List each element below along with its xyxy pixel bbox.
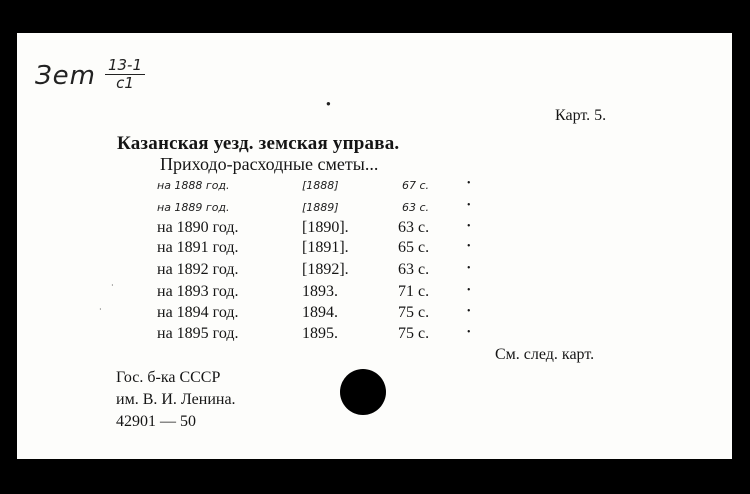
library-stamp-text: [116, 367, 236, 433]
entry-year: на 1888 год.: [157, 179, 230, 192]
pencil-mark: •: [467, 178, 471, 189]
entry-bracket-year: [1888]: [302, 179, 339, 192]
entry-year: на 1892 год.: [157, 261, 239, 278]
library-line-3: 42901 — 50: [116, 413, 196, 430]
library-line-1: Гос. б-ка СССР: [116, 369, 221, 386]
card-subtitle: Приходо-расходные сметы...: [160, 154, 379, 174]
entry-pages: 71 с.: [398, 283, 430, 300]
speck: ·: [99, 305, 102, 314]
entry-bracket-year: [1891].: [302, 239, 349, 256]
entry-pages: 63 с.: [398, 219, 430, 236]
entry-bracket-year: 1895.: [302, 325, 338, 342]
entry-pages: 75 с.: [398, 325, 430, 342]
entry-pages: 63 с.: [402, 201, 430, 214]
library-line-2: им. В. И. Ленина.: [116, 391, 236, 408]
speck: ●: [326, 99, 331, 108]
pencil-mark: •: [467, 221, 471, 232]
shelf-mark: Зem: [35, 61, 96, 91]
entry-year: на 1893 год.: [157, 283, 239, 300]
entry-year: на 1895 год.: [157, 325, 239, 342]
entry-year: на 1890 год.: [157, 219, 239, 236]
pencil-mark: •: [467, 285, 471, 296]
pencil-mark: •: [467, 241, 471, 252]
pencil-mark: •: [467, 327, 471, 338]
entry-year: на 1894 год.: [157, 304, 239, 321]
entry-year: на 1889 год.: [157, 201, 230, 214]
entry-bracket-year: [1892].: [302, 261, 349, 278]
see-next-card: См. след. карт.: [495, 346, 595, 363]
pencil-mark: •: [467, 200, 471, 211]
entry-bracket-year: 1894.: [302, 304, 338, 321]
entry-pages: 63 с.: [398, 261, 430, 278]
card-title: Казанская уезд. земская управа.: [117, 133, 400, 154]
pencil-mark: •: [467, 263, 471, 274]
card-number: Карт. 5.: [555, 107, 607, 124]
entry-bracket-year: 1893.: [302, 283, 338, 300]
shelf-mark-denominator: c1: [116, 74, 134, 92]
shelf-mark-numerator: 13-1: [105, 57, 145, 75]
entry-pages: 75 с.: [398, 304, 430, 321]
catalog-card: [17, 33, 732, 459]
speck: ·: [111, 281, 114, 290]
entry-bracket-year: [1890].: [302, 219, 349, 236]
entry-bracket-year: [1889]: [302, 201, 339, 214]
pencil-mark: •: [467, 306, 471, 317]
punch-hole: [340, 369, 386, 415]
entry-year: на 1891 год.: [157, 239, 239, 256]
entry-pages: 67 с.: [402, 179, 430, 192]
shelf-mark-fraction: [105, 57, 145, 92]
entry-pages: 65 с.: [398, 239, 430, 256]
